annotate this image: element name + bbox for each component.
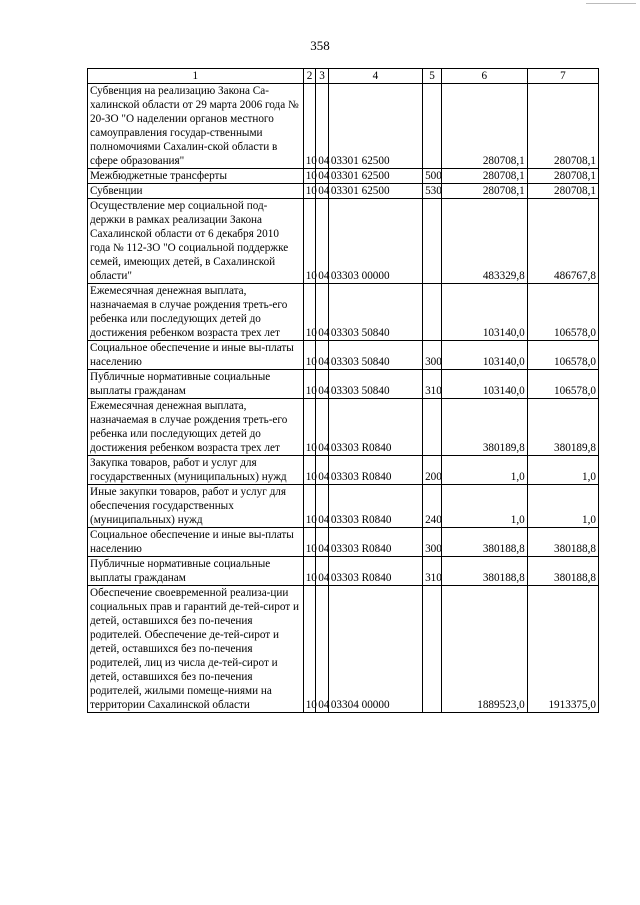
subsection-code: 04 [316, 169, 329, 184]
expense-type-code [423, 84, 442, 169]
amount-year-1: 1,0 [441, 456, 527, 485]
expense-type-code: 300 [423, 528, 442, 557]
subsection-code: 04 [316, 485, 329, 528]
table-row [88, 341, 599, 370]
item-name: Социальное обеспечение и иные вы-платы населению [88, 528, 304, 557]
expense-type-code: 200 [423, 456, 442, 485]
item-name: Публичные нормативные социальные выплаты гражданам [88, 557, 304, 586]
item-name: Социальное обеспечение и иные вы-платы населению [88, 341, 304, 370]
item-name: Закупка товаров, работ и услуг для государственных (муниципальных) нужд [88, 456, 304, 485]
table-row [88, 184, 599, 199]
col-header: 6 [441, 69, 527, 84]
amount-year-1: 280708,1 [441, 169, 527, 184]
target-article-code: 03303 00000 [328, 199, 422, 284]
expense-type-code [423, 586, 442, 713]
amount-year-2: 380188,8 [527, 528, 598, 557]
amount-year-2: 280708,1 [527, 84, 598, 169]
amount-year-1: 103140,0 [441, 370, 527, 399]
section-code: 10 [303, 184, 316, 199]
amount-year-1: 280708,1 [441, 84, 527, 169]
target-article-code: 03303 50840 [328, 341, 422, 370]
section-code: 10 [303, 485, 316, 528]
subsection-code: 04 [316, 557, 329, 586]
item-name: Публичные нормативные социальные выплаты гражданам [88, 370, 304, 399]
col-header: 3 [316, 69, 329, 84]
amount-year-2: 380189,8 [527, 399, 598, 456]
expense-type-code: 310 [423, 370, 442, 399]
section-code: 10 [303, 84, 316, 169]
target-article-code: 03303 R0840 [328, 528, 422, 557]
amount-year-2: 1913375,0 [527, 586, 598, 713]
target-article-code: 03301 62500 [328, 169, 422, 184]
amount-year-2: 280708,1 [527, 169, 598, 184]
item-name: Субвенции [88, 184, 304, 199]
col-header: 2 [303, 69, 316, 84]
item-name: Осуществление мер социальной под-держки в рамках реализации Закона Сахалинской области от 6 декабря 2010 года № 112-ЗО "О социальной поддержке семей, имеющих детей, в Сахалинской области" [88, 199, 304, 284]
amount-year-2: 106578,0 [527, 284, 598, 341]
table-row [88, 528, 599, 557]
amount-year-1: 380189,8 [441, 399, 527, 456]
table-row [88, 84, 599, 169]
target-article-code: 03304 00000 [328, 586, 422, 713]
section-code: 10 [303, 399, 316, 456]
amount-year-1: 483329,8 [441, 199, 527, 284]
table-row [88, 557, 599, 586]
section-code: 10 [303, 199, 316, 284]
header-row [88, 69, 599, 84]
subsection-code: 04 [316, 341, 329, 370]
amount-year-2: 486767,8 [527, 199, 598, 284]
section-code: 10 [303, 557, 316, 586]
subsection-code: 04 [316, 456, 329, 485]
table-row [88, 199, 599, 284]
item-name: Иные закупки товаров, работ и услуг для обеспечения государственных (муниципальных) нужд [88, 485, 304, 528]
expense-type-code: 300 [423, 341, 442, 370]
table-row [88, 399, 599, 456]
target-article-code: 03303 50840 [328, 284, 422, 341]
expense-type-code: 500 [423, 169, 442, 184]
amount-year-2: 280708,1 [527, 184, 598, 199]
subsection-code: 04 [316, 586, 329, 713]
target-article-code: 03301 62500 [328, 84, 422, 169]
col-header: 5 [423, 69, 442, 84]
amount-year-2: 380188,8 [527, 557, 598, 586]
amount-year-2: 1,0 [527, 485, 598, 528]
item-name: Субвенция на реализацию Закона Са-халинской области от 29 марта 2006 года № 20-ЗО "О наделении органов местного самоуправления государ-ственными полномочиями Сахалин-ской области в сфере образования" [88, 84, 304, 169]
table-row [88, 169, 599, 184]
expense-type-code: 240 [423, 485, 442, 528]
amount-year-2: 106578,0 [527, 341, 598, 370]
target-article-code: 03301 62500 [328, 184, 422, 199]
section-code: 10 [303, 341, 316, 370]
subsection-code: 04 [316, 199, 329, 284]
amount-year-1: 380188,8 [441, 528, 527, 557]
target-article-code: 03303 R0840 [328, 456, 422, 485]
amount-year-1: 103140,0 [441, 341, 527, 370]
expense-type-code [423, 399, 442, 456]
col-header: 7 [527, 69, 598, 84]
expense-type-code [423, 284, 442, 341]
subsection-code: 04 [316, 184, 329, 199]
section-code: 10 [303, 586, 316, 713]
target-article-code: 03303 R0840 [328, 399, 422, 456]
subsection-code: 04 [316, 284, 329, 341]
amount-year-2: 1,0 [527, 456, 598, 485]
table-row [88, 370, 599, 399]
amount-year-1: 380188,8 [441, 557, 527, 586]
amount-year-1: 1889523,0 [441, 586, 527, 713]
section-code: 10 [303, 370, 316, 399]
expense-type-code: 310 [423, 557, 442, 586]
table-row [88, 284, 599, 341]
col-header: 1 [88, 69, 304, 84]
target-article-code: 03303 R0840 [328, 557, 422, 586]
table-row [88, 456, 599, 485]
item-name: Ежемесячная денежная выплата, назначаемая в случае рождения треть-его ребенка или последующих детей до достижения ребенком возраста трех лет [88, 284, 304, 341]
table-row [88, 586, 599, 713]
section-code: 10 [303, 284, 316, 341]
section-code: 10 [303, 169, 316, 184]
budget-table [87, 68, 599, 713]
amount-year-1: 103140,0 [441, 284, 527, 341]
item-name: Межбюджетные трансферты [88, 169, 304, 184]
target-article-code: 03303 R0840 [328, 485, 422, 528]
page-number: 358 [310, 38, 330, 53]
subsection-code: 04 [316, 84, 329, 169]
item-name: Обеспечение своевременной реализа-ции социальных прав и гарантий де-тей-сирот и детей, оставшихся без по-печения родителей. Обеспечение де-тей-сирот и детей, оставшихся без по-печения родителей, лиц из числа де-тей-сирот и детей, оставшихся без по-печения родителей, жилыми помеще-ниями на территории Сахалинской области [88, 586, 304, 713]
table-row [88, 485, 599, 528]
item-name: Ежемесячная денежная выплата, назначаемая в случае рождения треть-его ребенка или последующих детей до достижения ребенком возраста трех лет [88, 399, 304, 456]
col-header: 4 [328, 69, 422, 84]
target-article-code: 03303 50840 [328, 370, 422, 399]
expense-type-code: 530 [423, 184, 442, 199]
amount-year-1: 280708,1 [441, 184, 527, 199]
subsection-code: 04 [316, 399, 329, 456]
amount-year-1: 1,0 [441, 485, 527, 528]
section-code: 10 [303, 456, 316, 485]
subsection-code: 04 [316, 370, 329, 399]
section-code: 10 [303, 528, 316, 557]
expense-type-code [423, 199, 442, 284]
scan-mark [586, 3, 636, 4]
subsection-code: 04 [316, 528, 329, 557]
amount-year-2: 106578,0 [527, 370, 598, 399]
